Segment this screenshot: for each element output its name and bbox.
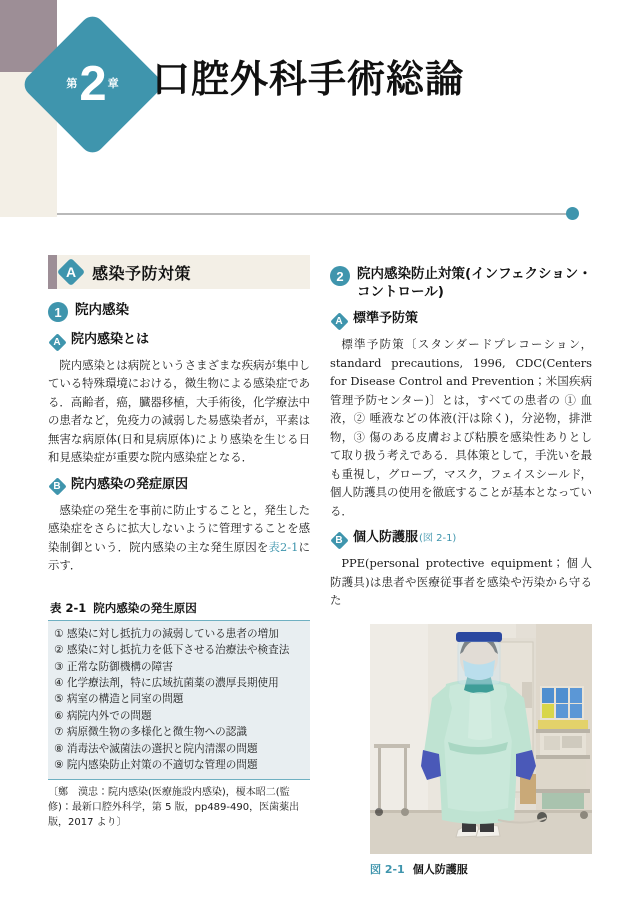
heading-numbered-1 — [48, 301, 310, 322]
heading-numbered-label: 院内感染防止対策(インフェクション・コントロール) — [357, 266, 592, 301]
heading-numbered-label: 院内感染 — [75, 302, 129, 318]
paragraph-nosocomial-definition: 院内感染とは病院というさまざまな疾病が集中している特殊環境における，微生物による感染症である．高齢者，癌，臓器移植，大手術後，化学療法中の患者など，免疫力の減弱した易感染者が，平素は無害な病原体(日和見病原体)により感染を生じる日和見感染症が重要な院内感染症となる． — [48, 358, 310, 465]
table-row: ③ 正常な防御機構の障害 — [54, 660, 173, 673]
heading-letter-b-ppe — [330, 530, 592, 549]
heading-letter-label: 標準予防策 — [353, 311, 419, 327]
paragraph-onset-causes — [48, 501, 310, 575]
table-row: ④ 化学療法剤，特に広域抗菌薬の濃厚長期使用 — [54, 676, 279, 689]
heading-letter: B — [53, 481, 61, 493]
paragraph-ppe: PPE(personal protective equipment；個人防護具)は患者や医療従事者を感染や汚染から守るた — [330, 556, 592, 608]
table-row: ⑧ 消毒法や滅菌法の選択と院内清潔の問題 — [54, 742, 258, 755]
table-row: ⑤ 病室の構造と同室の問題 — [54, 693, 184, 706]
heading-letter-diamond-icon — [48, 478, 66, 496]
heading-letter-label — [353, 530, 456, 547]
heading-letter: B — [335, 534, 343, 546]
table-body — [48, 621, 310, 781]
table-title: 院内感染の発生原因 — [93, 600, 197, 615]
chapter-title: 口腔外科手術総論 — [152, 56, 465, 101]
heading-numbered-2 — [330, 265, 592, 301]
right-column — [330, 255, 592, 877]
ppe-photograph-illustration — [370, 624, 592, 854]
chapter-badge-suffix: 章 — [107, 77, 119, 90]
heading-letter-diamond-icon — [330, 312, 348, 330]
figure-label: 図 2-1 — [370, 862, 405, 876]
header-divider-dot — [566, 207, 579, 220]
heading-letter-label: 院内感染の発症原因 — [71, 476, 189, 492]
figure-photo — [370, 624, 592, 854]
figure-caption — [370, 861, 592, 877]
table-row: ① 感染に対し抵抗力の減弱している患者の増加 — [54, 627, 279, 640]
section-letter: A — [65, 264, 77, 280]
heading-letter-a-standard-precautions — [330, 311, 592, 330]
table-caption — [48, 597, 310, 621]
heading-letter-text: 個人防護服 — [353, 530, 419, 546]
heading-letter-a — [48, 332, 310, 351]
heading-letter-label: 院内感染とは — [71, 332, 150, 347]
section-letter-diamond-icon — [58, 259, 84, 285]
header-divider-line — [57, 213, 569, 215]
paragraph-standard-precautions: 標準予防策〔スタンダードプレコーション，standard precautions, 1996, CDC(Centers for Disease Control and Prevention；米国疾病管理予防センター)〕とは，すべての患者の ① 血液，② 唾液などの体液(汗は除く)，分泌物，排泄物，③ 傷のある皮膚および粘膜を感染性ありとして取り扱う考えである．具体策として，手洗いを最も重視し，グローブ，マスク，フェイスシールド，個人防護具の使用を徹底することが基本となっている． — [330, 337, 592, 518]
left-column — [48, 255, 310, 830]
heading-number-circle: 1 — [48, 302, 68, 322]
heading-letter-b — [48, 477, 310, 496]
table-row: ⑨ 院内感染防止対策の不適切な管理の問題 — [54, 758, 258, 771]
table-2-1 — [48, 597, 310, 831]
table-label: 表 2-1 — [50, 600, 87, 615]
figure-cross-reference-link[interactable]: (図 2-1) — [419, 533, 457, 545]
heading-letter: A — [335, 315, 343, 327]
paragraph-onset-causes-part2: に示す． — [48, 539, 310, 573]
chapter-number: 2 — [79, 57, 106, 111]
heading-number-circle: 2 — [330, 266, 350, 286]
heading-letter-diamond-icon — [48, 333, 66, 351]
table-row: ⑦ 病原微生物の多様化と微生物への認識 — [54, 726, 247, 739]
table-row: ② 感染に対し抵抗力を低下させる治療法や検査法 — [54, 644, 290, 657]
paragraph-onset-causes-part1: 感染症の発生を事前に防止することと，発生した感染症をさらに拡大しないように管理することを感染制御という．院内感染の主な発生原因を — [48, 502, 310, 554]
figure-2-1 — [330, 624, 592, 877]
table-cross-reference-link[interactable]: 表2-1 — [268, 539, 299, 554]
section-band-accent-bar — [48, 255, 57, 289]
chapter-badge-prefix: 第 — [66, 77, 78, 90]
section-band-a — [48, 255, 310, 289]
figure-caption-text: 個人防護服 — [412, 862, 468, 876]
heading-letter-diamond-icon — [330, 531, 348, 549]
section-title: 感染予防対策 — [92, 263, 192, 283]
heading-letter: A — [53, 336, 61, 348]
chapter-badge-text — [41, 33, 144, 136]
table-source-citation: 〔鄭 漢忠：院内感染(医療施設内感染)，榎本昭二(監修)：最新口腔外科学，第 5 版，pp489-490，医歯薬出版，2017 より〕 — [48, 787, 300, 829]
table-row: ⑥ 病院内外での問題 — [54, 709, 152, 722]
